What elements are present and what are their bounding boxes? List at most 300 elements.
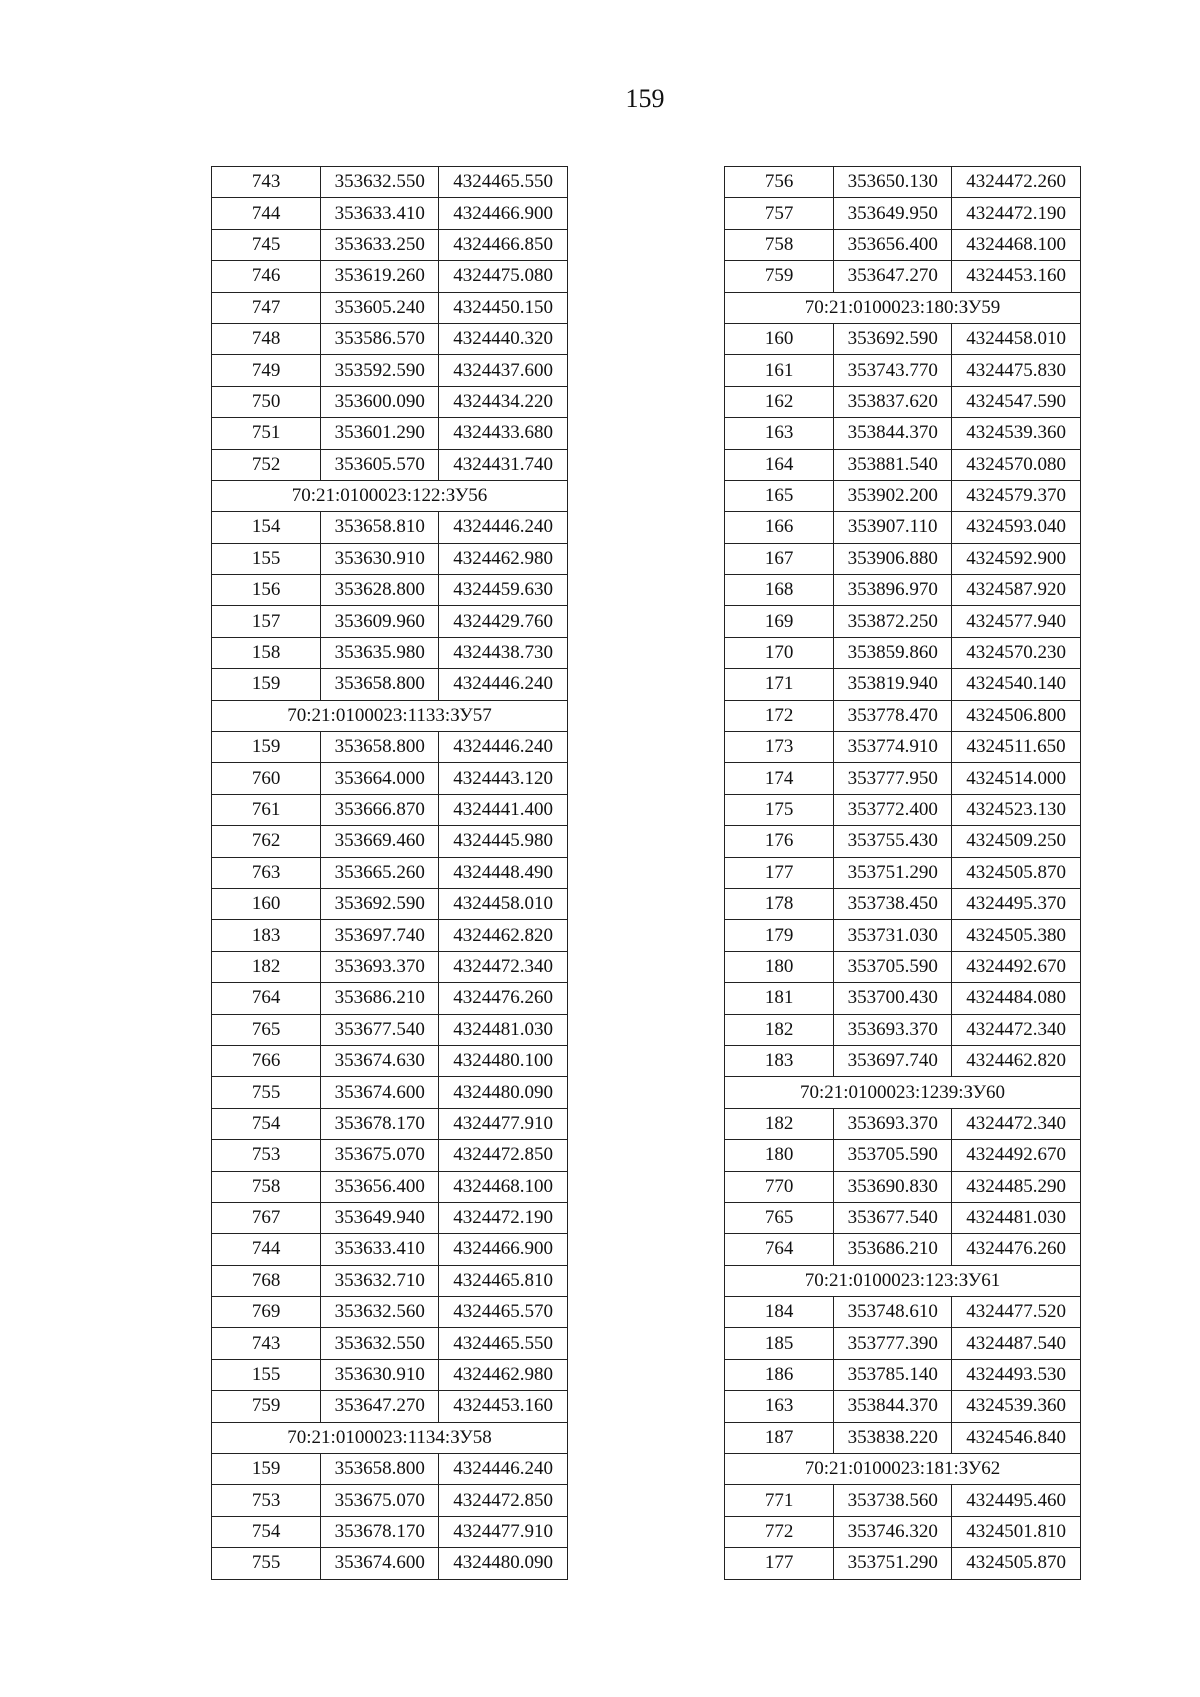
y-coordinate-cell: 4324465.550 bbox=[439, 1328, 568, 1359]
x-coordinate-cell: 353633.410 bbox=[321, 198, 439, 229]
table-row bbox=[212, 1454, 568, 1485]
table-row bbox=[212, 261, 568, 292]
parcel-section-row bbox=[725, 1265, 1081, 1296]
coordinates-table-left bbox=[211, 166, 568, 1580]
table-row bbox=[212, 669, 568, 700]
point-number-cell: 162 bbox=[725, 386, 834, 417]
point-number-cell: 168 bbox=[725, 575, 834, 606]
table-row bbox=[212, 826, 568, 857]
point-number-cell: 753 bbox=[212, 1485, 321, 1516]
x-coordinate-cell: 353678.170 bbox=[321, 1108, 439, 1139]
table-row bbox=[212, 355, 568, 386]
point-number-cell: 754 bbox=[212, 1108, 321, 1139]
x-coordinate-cell: 353675.070 bbox=[321, 1485, 439, 1516]
point-number-cell: 758 bbox=[725, 229, 834, 260]
y-coordinate-cell: 4324472.340 bbox=[952, 1014, 1081, 1045]
y-coordinate-cell: 4324476.260 bbox=[952, 1234, 1081, 1265]
x-coordinate-cell: 353630.910 bbox=[321, 1359, 439, 1390]
page-number: 159 bbox=[625, 84, 665, 113]
table-row bbox=[725, 355, 1081, 386]
y-coordinate-cell: 4324462.820 bbox=[952, 1045, 1081, 1076]
x-coordinate-cell: 353609.960 bbox=[321, 606, 439, 637]
y-coordinate-cell: 4324448.490 bbox=[439, 857, 568, 888]
x-coordinate-cell: 353778.470 bbox=[834, 700, 952, 731]
x-coordinate-cell: 353693.370 bbox=[834, 1108, 952, 1139]
y-coordinate-cell: 4324462.820 bbox=[439, 920, 568, 951]
y-coordinate-cell: 4324438.730 bbox=[439, 637, 568, 668]
x-coordinate-cell: 353751.290 bbox=[834, 857, 952, 888]
x-coordinate-cell: 353656.400 bbox=[834, 229, 952, 260]
point-number-cell: 182 bbox=[212, 951, 321, 982]
point-number-cell: 184 bbox=[725, 1297, 834, 1328]
table-row bbox=[212, 1234, 568, 1265]
parcel-section-title: 70:21:0100023:180:ЗУ59 bbox=[725, 292, 1081, 323]
parcel-section-row bbox=[212, 700, 568, 731]
point-number-cell: 154 bbox=[212, 512, 321, 543]
table-row bbox=[725, 1045, 1081, 1076]
y-coordinate-cell: 4324458.010 bbox=[439, 888, 568, 919]
point-number-cell: 180 bbox=[725, 951, 834, 982]
y-coordinate-cell: 4324462.980 bbox=[439, 543, 568, 574]
y-coordinate-cell: 4324481.030 bbox=[439, 1014, 568, 1045]
x-coordinate-cell: 353678.170 bbox=[321, 1516, 439, 1547]
x-coordinate-cell: 353674.630 bbox=[321, 1045, 439, 1076]
table-row bbox=[212, 794, 568, 825]
y-coordinate-cell: 4324468.100 bbox=[439, 1171, 568, 1202]
table-row bbox=[725, 637, 1081, 668]
x-coordinate-cell: 353601.290 bbox=[321, 418, 439, 449]
table-row bbox=[212, 637, 568, 668]
table-row bbox=[725, 480, 1081, 511]
x-coordinate-cell: 353844.370 bbox=[834, 418, 952, 449]
x-coordinate-cell: 353819.940 bbox=[834, 669, 952, 700]
y-coordinate-cell: 4324485.290 bbox=[952, 1171, 1081, 1202]
table-row bbox=[212, 1045, 568, 1076]
point-number-cell: 174 bbox=[725, 763, 834, 794]
point-number-cell: 180 bbox=[725, 1140, 834, 1171]
point-number-cell: 177 bbox=[725, 857, 834, 888]
point-number-cell: 747 bbox=[212, 292, 321, 323]
point-number-cell: 173 bbox=[725, 732, 834, 763]
x-coordinate-cell: 353705.590 bbox=[834, 1140, 952, 1171]
point-number-cell: 165 bbox=[725, 480, 834, 511]
x-coordinate-cell: 353748.610 bbox=[834, 1297, 952, 1328]
point-number-cell: 164 bbox=[725, 449, 834, 480]
x-coordinate-cell: 353630.910 bbox=[321, 543, 439, 574]
coordinates-table-left-body bbox=[212, 167, 568, 1580]
x-coordinate-cell: 353658.810 bbox=[321, 512, 439, 543]
table-row bbox=[212, 1297, 568, 1328]
x-coordinate-cell: 353586.570 bbox=[321, 323, 439, 354]
point-number-cell: 756 bbox=[725, 167, 834, 198]
x-coordinate-cell: 353632.550 bbox=[321, 1328, 439, 1359]
point-number-cell: 159 bbox=[212, 1454, 321, 1485]
x-coordinate-cell: 353743.770 bbox=[834, 355, 952, 386]
y-coordinate-cell: 4324476.260 bbox=[439, 983, 568, 1014]
table-row bbox=[725, 763, 1081, 794]
table-row bbox=[212, 512, 568, 543]
y-coordinate-cell: 4324570.230 bbox=[952, 637, 1081, 668]
table-row bbox=[725, 1202, 1081, 1233]
table-row bbox=[212, 1077, 568, 1108]
y-coordinate-cell: 4324450.150 bbox=[439, 292, 568, 323]
point-number-cell: 743 bbox=[212, 1328, 321, 1359]
point-number-cell: 750 bbox=[212, 386, 321, 417]
x-coordinate-cell: 353600.090 bbox=[321, 386, 439, 417]
point-number-cell: 766 bbox=[212, 1045, 321, 1076]
x-coordinate-cell: 353693.370 bbox=[834, 1014, 952, 1045]
x-coordinate-cell: 353619.260 bbox=[321, 261, 439, 292]
table-row bbox=[725, 669, 1081, 700]
x-coordinate-cell: 353592.590 bbox=[321, 355, 439, 386]
y-coordinate-cell: 4324446.240 bbox=[439, 512, 568, 543]
point-number-cell: 167 bbox=[725, 543, 834, 574]
y-coordinate-cell: 4324547.590 bbox=[952, 386, 1081, 417]
table-row bbox=[212, 1140, 568, 1171]
y-coordinate-cell: 4324477.910 bbox=[439, 1516, 568, 1547]
x-coordinate-cell: 353677.540 bbox=[321, 1014, 439, 1045]
x-coordinate-cell: 353700.430 bbox=[834, 983, 952, 1014]
table-row bbox=[725, 1359, 1081, 1390]
table-row bbox=[212, 920, 568, 951]
point-number-cell: 765 bbox=[212, 1014, 321, 1045]
x-coordinate-cell: 353881.540 bbox=[834, 449, 952, 480]
x-coordinate-cell: 353692.590 bbox=[321, 888, 439, 919]
table-row bbox=[212, 167, 568, 198]
y-coordinate-cell: 4324466.850 bbox=[439, 229, 568, 260]
point-number-cell: 744 bbox=[212, 1234, 321, 1265]
parcel-section-row bbox=[725, 1454, 1081, 1485]
x-coordinate-cell: 353738.450 bbox=[834, 888, 952, 919]
point-number-cell: 179 bbox=[725, 920, 834, 951]
x-coordinate-cell: 353772.400 bbox=[834, 794, 952, 825]
table-row bbox=[725, 826, 1081, 857]
parcel-section-title: 70:21:0100023:123:ЗУ61 bbox=[725, 1265, 1081, 1296]
x-coordinate-cell: 353859.860 bbox=[834, 637, 952, 668]
x-coordinate-cell: 353705.590 bbox=[834, 951, 952, 982]
y-coordinate-cell: 4324472.340 bbox=[952, 1108, 1081, 1139]
y-coordinate-cell: 4324433.680 bbox=[439, 418, 568, 449]
table-row bbox=[725, 1140, 1081, 1171]
y-coordinate-cell: 4324501.810 bbox=[952, 1516, 1081, 1547]
table-row bbox=[725, 1422, 1081, 1453]
y-coordinate-cell: 4324459.630 bbox=[439, 575, 568, 606]
x-coordinate-cell: 353665.260 bbox=[321, 857, 439, 888]
y-coordinate-cell: 4324577.940 bbox=[952, 606, 1081, 637]
x-coordinate-cell: 353674.600 bbox=[321, 1548, 439, 1579]
y-coordinate-cell: 4324462.980 bbox=[439, 1359, 568, 1390]
y-coordinate-cell: 4324466.900 bbox=[439, 198, 568, 229]
point-number-cell: 767 bbox=[212, 1202, 321, 1233]
point-number-cell: 176 bbox=[725, 826, 834, 857]
coordinates-table-right bbox=[724, 166, 1081, 1580]
parcel-section-title: 70:21:0100023:1133:ЗУ57 bbox=[212, 700, 568, 731]
x-coordinate-cell: 353635.980 bbox=[321, 637, 439, 668]
table-row bbox=[725, 198, 1081, 229]
point-number-cell: 758 bbox=[212, 1171, 321, 1202]
point-number-cell: 155 bbox=[212, 543, 321, 574]
x-coordinate-cell: 353755.430 bbox=[834, 826, 952, 857]
y-coordinate-cell: 4324453.160 bbox=[952, 261, 1081, 292]
x-coordinate-cell: 353838.220 bbox=[834, 1422, 952, 1453]
coordinates-table-right-body bbox=[725, 167, 1081, 1580]
point-number-cell: 755 bbox=[212, 1548, 321, 1579]
y-coordinate-cell: 4324505.380 bbox=[952, 920, 1081, 951]
y-coordinate-cell: 4324579.370 bbox=[952, 480, 1081, 511]
table-row bbox=[725, 449, 1081, 480]
point-number-cell: 181 bbox=[725, 983, 834, 1014]
table-row bbox=[212, 951, 568, 982]
point-number-cell: 183 bbox=[725, 1045, 834, 1076]
table-row bbox=[212, 1014, 568, 1045]
x-coordinate-cell: 353697.740 bbox=[321, 920, 439, 951]
point-number-cell: 746 bbox=[212, 261, 321, 292]
x-coordinate-cell: 353693.370 bbox=[321, 951, 439, 982]
y-coordinate-cell: 4324453.160 bbox=[439, 1391, 568, 1422]
point-number-cell: 158 bbox=[212, 637, 321, 668]
x-coordinate-cell: 353650.130 bbox=[834, 167, 952, 198]
point-number-cell: 764 bbox=[212, 983, 321, 1014]
point-number-cell: 155 bbox=[212, 1359, 321, 1390]
y-coordinate-cell: 4324477.910 bbox=[439, 1108, 568, 1139]
point-number-cell: 763 bbox=[212, 857, 321, 888]
point-number-cell: 159 bbox=[212, 669, 321, 700]
x-coordinate-cell: 353837.620 bbox=[834, 386, 952, 417]
x-coordinate-cell: 353649.950 bbox=[834, 198, 952, 229]
y-coordinate-cell: 4324487.540 bbox=[952, 1328, 1081, 1359]
table-row bbox=[725, 543, 1081, 574]
table-row bbox=[725, 1548, 1081, 1579]
y-coordinate-cell: 4324472.340 bbox=[439, 951, 568, 982]
y-coordinate-cell: 4324540.140 bbox=[952, 669, 1081, 700]
y-coordinate-cell: 4324505.870 bbox=[952, 857, 1081, 888]
x-coordinate-cell: 353692.590 bbox=[834, 323, 952, 354]
y-coordinate-cell: 4324539.360 bbox=[952, 1391, 1081, 1422]
x-coordinate-cell: 353632.710 bbox=[321, 1265, 439, 1296]
parcel-section-row bbox=[212, 480, 568, 511]
point-number-cell: 768 bbox=[212, 1265, 321, 1296]
y-coordinate-cell: 4324431.740 bbox=[439, 449, 568, 480]
table-row bbox=[725, 700, 1081, 731]
point-number-cell: 156 bbox=[212, 575, 321, 606]
point-number-cell: 178 bbox=[725, 888, 834, 919]
table-row bbox=[725, 1391, 1081, 1422]
x-coordinate-cell: 353738.560 bbox=[834, 1485, 952, 1516]
table-row bbox=[725, 1485, 1081, 1516]
x-coordinate-cell: 353777.390 bbox=[834, 1328, 952, 1359]
y-coordinate-cell: 4324495.460 bbox=[952, 1485, 1081, 1516]
y-coordinate-cell: 4324472.190 bbox=[952, 198, 1081, 229]
y-coordinate-cell: 4324465.570 bbox=[439, 1297, 568, 1328]
table-row bbox=[212, 1548, 568, 1579]
y-coordinate-cell: 4324446.240 bbox=[439, 669, 568, 700]
y-coordinate-cell: 4324514.000 bbox=[952, 763, 1081, 794]
table-row bbox=[725, 1234, 1081, 1265]
table-row bbox=[212, 1171, 568, 1202]
point-number-cell: 160 bbox=[212, 888, 321, 919]
table-row bbox=[725, 1297, 1081, 1328]
x-coordinate-cell: 353658.800 bbox=[321, 669, 439, 700]
x-coordinate-cell: 353774.910 bbox=[834, 732, 952, 763]
table-row bbox=[725, 794, 1081, 825]
y-coordinate-cell: 4324477.520 bbox=[952, 1297, 1081, 1328]
y-coordinate-cell: 4324509.250 bbox=[952, 826, 1081, 857]
y-coordinate-cell: 4324465.550 bbox=[439, 167, 568, 198]
x-coordinate-cell: 353658.800 bbox=[321, 1454, 439, 1485]
x-coordinate-cell: 353658.800 bbox=[321, 732, 439, 763]
point-number-cell: 187 bbox=[725, 1422, 834, 1453]
point-number-cell: 160 bbox=[725, 323, 834, 354]
table-row bbox=[725, 920, 1081, 951]
x-coordinate-cell: 353633.250 bbox=[321, 229, 439, 260]
point-number-cell: 182 bbox=[725, 1014, 834, 1045]
table-row bbox=[212, 1265, 568, 1296]
y-coordinate-cell: 4324437.600 bbox=[439, 355, 568, 386]
table-row bbox=[212, 323, 568, 354]
table-row bbox=[212, 732, 568, 763]
y-coordinate-cell: 4324505.870 bbox=[952, 1548, 1081, 1579]
y-coordinate-cell: 4324458.010 bbox=[952, 323, 1081, 354]
x-coordinate-cell: 353666.870 bbox=[321, 794, 439, 825]
point-number-cell: 169 bbox=[725, 606, 834, 637]
table-row bbox=[725, 512, 1081, 543]
table-row bbox=[725, 951, 1081, 982]
point-number-cell: 749 bbox=[212, 355, 321, 386]
y-coordinate-cell: 4324481.030 bbox=[952, 1202, 1081, 1233]
y-coordinate-cell: 4324570.080 bbox=[952, 449, 1081, 480]
table-row bbox=[212, 575, 568, 606]
x-coordinate-cell: 353907.110 bbox=[834, 512, 952, 543]
y-coordinate-cell: 4324492.670 bbox=[952, 951, 1081, 982]
point-number-cell: 770 bbox=[725, 1171, 834, 1202]
x-coordinate-cell: 353746.320 bbox=[834, 1516, 952, 1547]
table-row bbox=[725, 418, 1081, 449]
y-coordinate-cell: 4324429.760 bbox=[439, 606, 568, 637]
point-number-cell: 161 bbox=[725, 355, 834, 386]
x-coordinate-cell: 353675.070 bbox=[321, 1140, 439, 1171]
table-row bbox=[725, 575, 1081, 606]
x-coordinate-cell: 353649.940 bbox=[321, 1202, 439, 1233]
y-coordinate-cell: 4324472.850 bbox=[439, 1485, 568, 1516]
point-number-cell: 759 bbox=[212, 1391, 321, 1422]
point-number-cell: 760 bbox=[212, 763, 321, 794]
point-number-cell: 755 bbox=[212, 1077, 321, 1108]
y-coordinate-cell: 4324511.650 bbox=[952, 732, 1081, 763]
parcel-section-row bbox=[725, 292, 1081, 323]
point-number-cell: 177 bbox=[725, 1548, 834, 1579]
x-coordinate-cell: 353664.000 bbox=[321, 763, 439, 794]
point-number-cell: 745 bbox=[212, 229, 321, 260]
table-row bbox=[725, 983, 1081, 1014]
x-coordinate-cell: 353686.210 bbox=[321, 983, 439, 1014]
y-coordinate-cell: 4324493.530 bbox=[952, 1359, 1081, 1390]
parcel-section-title: 70:21:0100023:122:ЗУ56 bbox=[212, 480, 568, 511]
y-coordinate-cell: 4324593.040 bbox=[952, 512, 1081, 543]
y-coordinate-cell: 4324443.120 bbox=[439, 763, 568, 794]
table-row bbox=[725, 1171, 1081, 1202]
table-row bbox=[725, 261, 1081, 292]
table-row bbox=[725, 323, 1081, 354]
point-number-cell: 185 bbox=[725, 1328, 834, 1359]
x-coordinate-cell: 353777.950 bbox=[834, 763, 952, 794]
table-row bbox=[212, 543, 568, 574]
table-row bbox=[212, 292, 568, 323]
point-number-cell: 159 bbox=[212, 732, 321, 763]
y-coordinate-cell: 4324446.240 bbox=[439, 1454, 568, 1485]
point-number-cell: 743 bbox=[212, 167, 321, 198]
point-number-cell: 761 bbox=[212, 794, 321, 825]
table-row bbox=[725, 386, 1081, 417]
y-coordinate-cell: 4324587.920 bbox=[952, 575, 1081, 606]
point-number-cell: 765 bbox=[725, 1202, 834, 1233]
table-row bbox=[212, 1391, 568, 1422]
point-number-cell: 751 bbox=[212, 418, 321, 449]
x-coordinate-cell: 353731.030 bbox=[834, 920, 952, 951]
table-row bbox=[212, 1485, 568, 1516]
point-number-cell: 157 bbox=[212, 606, 321, 637]
point-number-cell: 166 bbox=[725, 512, 834, 543]
y-coordinate-cell: 4324475.080 bbox=[439, 261, 568, 292]
y-coordinate-cell: 4324495.370 bbox=[952, 888, 1081, 919]
x-coordinate-cell: 353896.970 bbox=[834, 575, 952, 606]
y-coordinate-cell: 4324472.850 bbox=[439, 1140, 568, 1171]
y-coordinate-cell: 4324434.220 bbox=[439, 386, 568, 417]
table-row bbox=[212, 888, 568, 919]
x-coordinate-cell: 353686.210 bbox=[834, 1234, 952, 1265]
x-coordinate-cell: 353844.370 bbox=[834, 1391, 952, 1422]
x-coordinate-cell: 353605.570 bbox=[321, 449, 439, 480]
y-coordinate-cell: 4324546.840 bbox=[952, 1422, 1081, 1453]
table-row bbox=[725, 857, 1081, 888]
y-coordinate-cell: 4324539.360 bbox=[952, 418, 1081, 449]
y-coordinate-cell: 4324445.980 bbox=[439, 826, 568, 857]
x-coordinate-cell: 353669.460 bbox=[321, 826, 439, 857]
table-row bbox=[725, 1516, 1081, 1547]
x-coordinate-cell: 353677.540 bbox=[834, 1202, 952, 1233]
x-coordinate-cell: 353697.740 bbox=[834, 1045, 952, 1076]
point-number-cell: 753 bbox=[212, 1140, 321, 1171]
point-number-cell: 771 bbox=[725, 1485, 834, 1516]
table-row bbox=[212, 606, 568, 637]
parcel-section-title: 70:21:0100023:181:ЗУ62 bbox=[725, 1454, 1081, 1485]
point-number-cell: 163 bbox=[725, 1391, 834, 1422]
y-coordinate-cell: 4324506.800 bbox=[952, 700, 1081, 731]
y-coordinate-cell: 4324472.260 bbox=[952, 167, 1081, 198]
point-number-cell: 757 bbox=[725, 198, 834, 229]
point-number-cell: 170 bbox=[725, 637, 834, 668]
y-coordinate-cell: 4324480.100 bbox=[439, 1045, 568, 1076]
y-coordinate-cell: 4324492.670 bbox=[952, 1140, 1081, 1171]
x-coordinate-cell: 353633.410 bbox=[321, 1234, 439, 1265]
point-number-cell: 172 bbox=[725, 700, 834, 731]
x-coordinate-cell: 353647.270 bbox=[834, 261, 952, 292]
point-number-cell: 769 bbox=[212, 1297, 321, 1328]
table-row bbox=[725, 167, 1081, 198]
table-row bbox=[725, 888, 1081, 919]
table-row bbox=[212, 1359, 568, 1390]
point-number-cell: 744 bbox=[212, 198, 321, 229]
point-number-cell: 754 bbox=[212, 1516, 321, 1547]
table-row bbox=[212, 983, 568, 1014]
table-row bbox=[725, 1328, 1081, 1359]
y-coordinate-cell: 4324480.090 bbox=[439, 1077, 568, 1108]
point-number-cell: 182 bbox=[725, 1108, 834, 1139]
table-row bbox=[212, 1108, 568, 1139]
x-coordinate-cell: 353647.270 bbox=[321, 1391, 439, 1422]
point-number-cell: 183 bbox=[212, 920, 321, 951]
y-coordinate-cell: 4324465.810 bbox=[439, 1265, 568, 1296]
y-coordinate-cell: 4324446.240 bbox=[439, 732, 568, 763]
